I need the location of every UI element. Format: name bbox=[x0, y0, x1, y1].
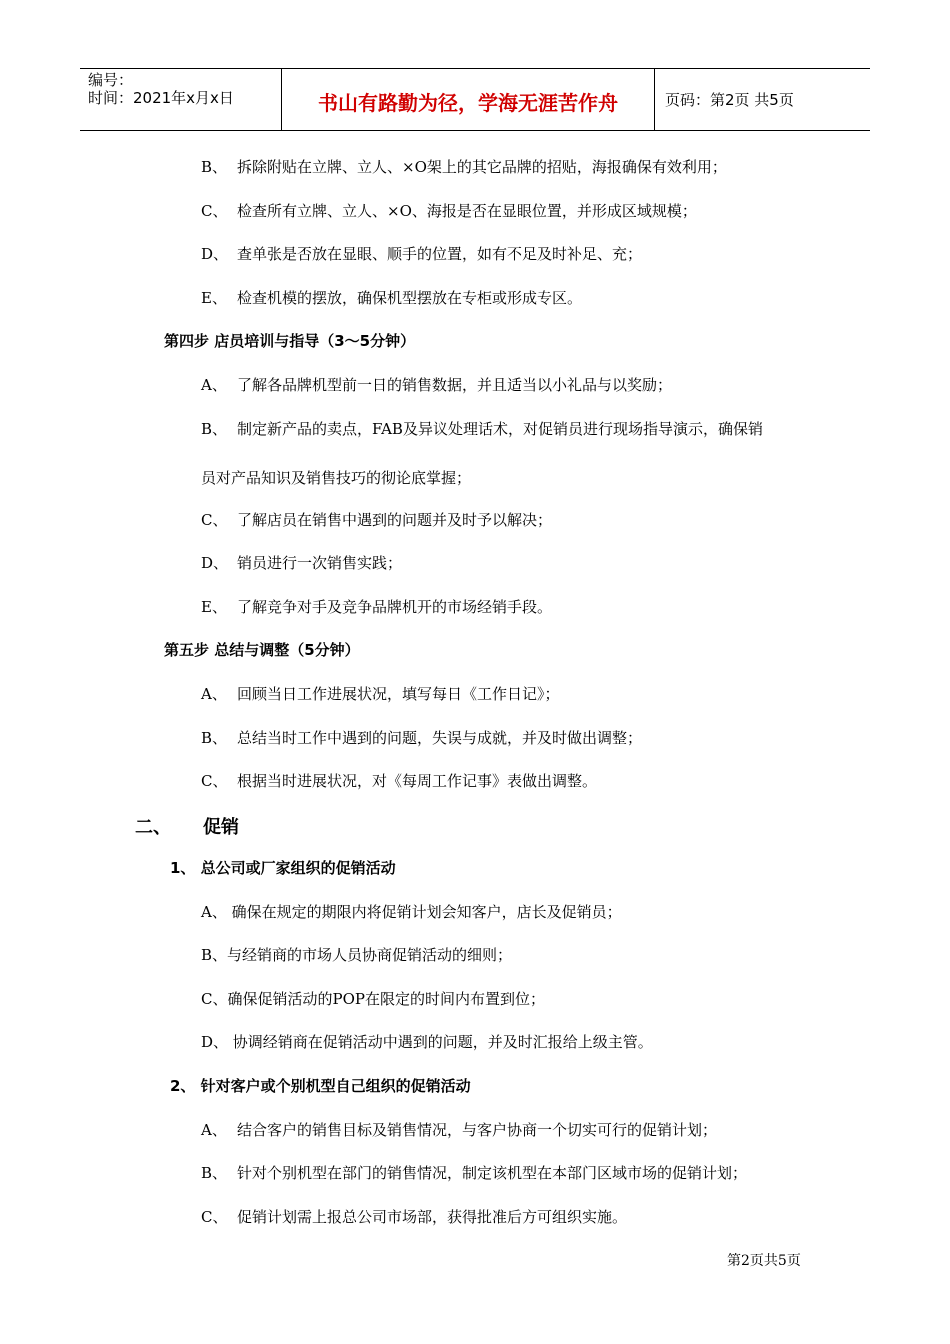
sub2-item-c: C、 促销计划需上报总公司市场部，获得批准后方可组织实施。 bbox=[201, 1208, 628, 1226]
page-header bbox=[80, 68, 870, 131]
sub2-item-a: A、 结合客户的销售目标及销售情况，与客户协商一个切实可行的促销计划； bbox=[201, 1121, 718, 1139]
section2-heading: 二、 促销 bbox=[135, 817, 239, 838]
sub1-item-b: B、与经销商的市场人员协商促销活动的细则； bbox=[201, 946, 513, 964]
step3-item-b: B、 拆除附贴在立牌、立人、×O架上的其它品牌的招贴，海报确保有效利用； bbox=[201, 158, 727, 176]
page-footer: 第2页共5页 bbox=[727, 1253, 801, 1269]
step4-item-b-continued: 员对产品知识及销售技巧的彻论底掌握； bbox=[201, 469, 472, 487]
step5-item-c: C、 根据当时进展状况，对《每周工作记事》表做出调整。 bbox=[201, 772, 598, 790]
step5-item-b: B、 总结当时工作中遇到的问题，失误与成就，并及时做出调整； bbox=[201, 729, 643, 747]
step5-item-a: A、 回顾当日工作进展状况，填写每日《工作日记》； bbox=[201, 685, 560, 703]
step3-item-e: E、 检查机模的摆放，确保机型摆放在专柜或形成专区。 bbox=[201, 289, 583, 307]
step3-item-d: D、 查单张是否放在显眼、顺手的位置，如有不足及时补足、充； bbox=[201, 245, 643, 263]
sub2-item-b: B、 针对个别机型在部门的销售情况，制定该机型在本部门区域市场的促销计划； bbox=[201, 1164, 748, 1182]
step4-title: 第四步 店员培训与指导（3～5分钟） bbox=[164, 332, 416, 350]
step4-item-d: D、 销员进行一次销售实践； bbox=[201, 554, 403, 572]
header-left-cell bbox=[80, 69, 281, 130]
step5-title: 第五步 总结与调整（5分钟） bbox=[164, 641, 360, 659]
header-motto: 书山有路勤为径，学海无涯苦作舟 bbox=[318, 91, 618, 115]
step4-item-e: E、 了解竞争对手及竞争品牌机开的市场经销手段。 bbox=[201, 598, 553, 616]
document-time-label: 时间：2021年x月x日 bbox=[88, 89, 234, 107]
sub1-item-a: A、 确保在规定的期限内将促销计划会知客户，店长及促销员； bbox=[201, 903, 622, 921]
step4-item-b: B、 制定新产品的卖点，FAB及异议处理话术，对促销员进行现场指导演示，确保销 bbox=[201, 420, 763, 438]
header-motto-cell bbox=[281, 69, 655, 130]
step4-item-c: C、 了解店员在销售中遇到的问题并及时予以解决； bbox=[201, 511, 553, 529]
document-number-label: 编号： bbox=[88, 71, 134, 89]
sub1-item-c: C、确保促销活动的POP在限定的时间内布置到位； bbox=[201, 990, 545, 1008]
sub1-title: 1、 总公司或厂家组织的促销活动 bbox=[170, 859, 396, 877]
step4-item-a: A、 了解各品牌机型前一日的销售数据，并且适当以小礼品与以奖励； bbox=[201, 376, 673, 394]
sub1-item-d: D、 协调经销商在促销活动中遇到的问题，并及时汇报给上级主管。 bbox=[201, 1033, 653, 1051]
header-page-info: 页码：第2页 共5页 bbox=[665, 91, 794, 109]
sub2-title: 2、 针对客户或个别机型自己组织的促销活动 bbox=[170, 1077, 471, 1095]
step3-item-c: C、 检查所有立牌、立人、×O、海报是否在显眼位置，并形成区域规模； bbox=[201, 202, 697, 220]
